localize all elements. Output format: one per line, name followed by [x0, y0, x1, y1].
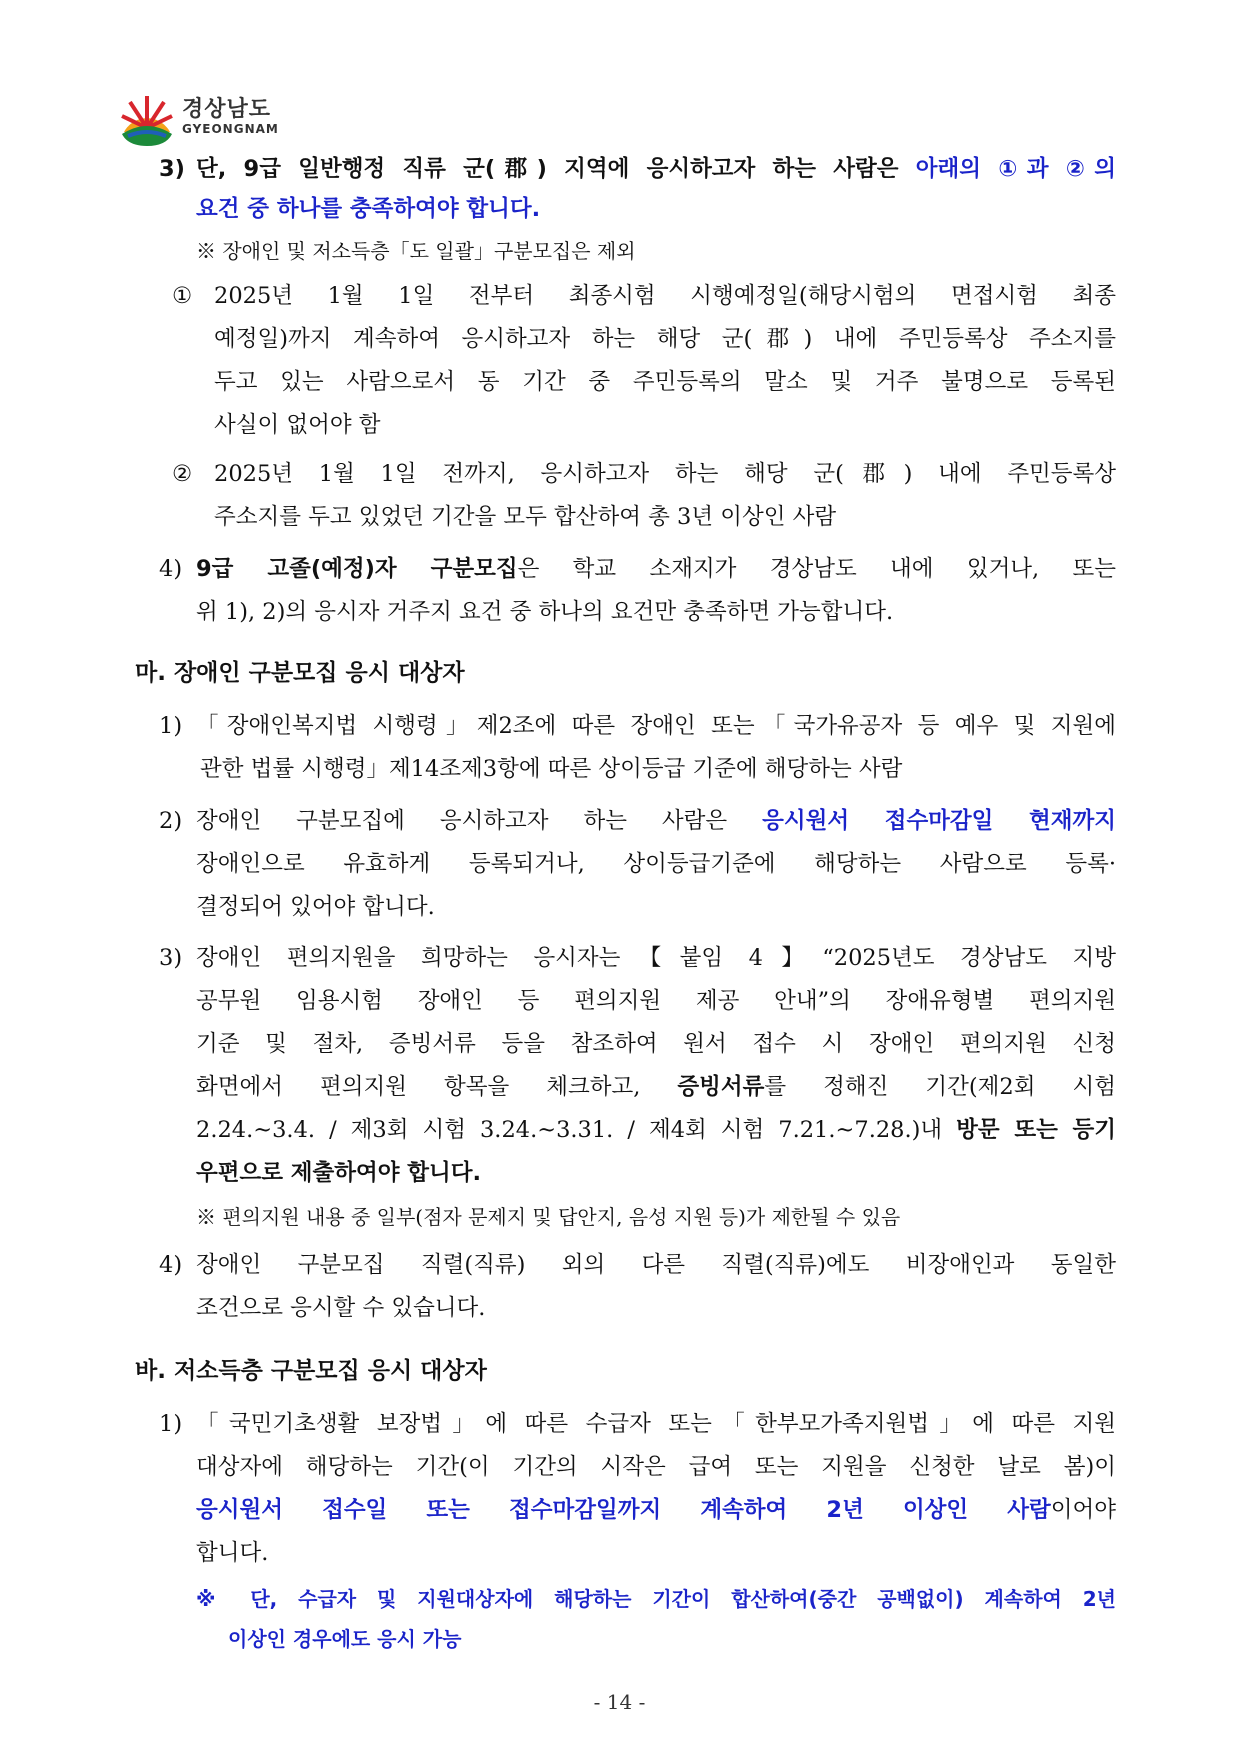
gyeongnam-logo — [118, 88, 288, 148]
item-4-line-2: 위 1), 2)의 응시자 거주지 요건 중 하나의 요건만 충족하면 가능합니다. — [196, 599, 894, 625]
condition-1-mark: ① — [172, 283, 193, 309]
ma-item-3-dates: 2.24.~3.4. / 제3회 시험 3.24.~3.31. / 제4회 시험 7.21.~7.28.)내 — [196, 1117, 957, 1143]
item-3-number: 3) — [159, 156, 185, 182]
item-3-line-2: 요건 중 하나를 충족하여야 합니다. — [196, 196, 541, 222]
condition-2-line-2: 주소지를 두고 있었던 기간을 모두 합산하여 총 3년 이상인 사람 — [214, 504, 837, 530]
ba-note-line-2: 이상인 경우에도 응시 가능 — [228, 1627, 462, 1651]
section-ba-heading: 바. 저소득층 구분모집 응시 대상자 — [135, 1358, 487, 1384]
ma-item-3-line-4 — [196, 1066, 1116, 1109]
ma-item-3-line-6: 우편으로 제출하여야 합니다. — [196, 1160, 482, 1186]
item-3-text: 단, 9급 일반행정 직류 군(郡) 지역에 응시하고자 하는 사람은 — [196, 156, 916, 182]
ma-item-2-highlight: 응시원서 접수마감일 현재까지 — [762, 808, 1116, 834]
ba-item-1-line-1: 「국민기초생활 보장법」에 따른 수급자 또는「한부모가족지원법」에 따른 지원 — [196, 1411, 1116, 1437]
condition-1-line-3: 두고 있는 사람으로서 동 기간 중 주민등록의 말소 및 거주 불명으로 등록된 — [214, 369, 1116, 395]
item-4-bold: 9급 고졸(예정)자 구분모집 — [196, 556, 518, 582]
ma-item-1-number: 1) — [159, 713, 183, 739]
ba-item-1-line-4: 합니다. — [196, 1540, 269, 1566]
logo-text-english: GYEONGNAM — [182, 122, 279, 136]
gyeongnam-emblem-icon — [118, 88, 176, 146]
item-3-line-1 — [196, 148, 1116, 191]
ma-item-2-text: 장애인 구분모집에 응시하고자 하는 사람은 — [196, 808, 763, 834]
condition-1-line-1: 2025년 1월 1일 전부터 최종시험 시행예정일(해당시험의 면접시험 최종 — [214, 283, 1116, 309]
ba-item-1-number: 1) — [159, 1411, 183, 1437]
ma-item-3-number: 3) — [159, 945, 183, 971]
ma-item-3-bold-documents: 증빙서류 — [677, 1074, 765, 1100]
item-3-highlight: 아래의 ①과 ②의 — [915, 156, 1116, 182]
ma-item-3-line-2: 공무원 임용시험 장애인 등 편의지원 제공 안내”의 장애유형별 편의지원 — [196, 988, 1116, 1014]
ma-item-4-line-1: 장애인 구분모집 직렬(직류) 외의 다른 직렬(직류)에도 비장애인과 동일한 — [196, 1252, 1116, 1278]
ma-item-3-text-c: 를 정해진 기간(제2회 시험 — [764, 1074, 1116, 1100]
item-4-number: 4) — [159, 556, 183, 582]
condition-1-line-4: 사실이 없어야 함 — [214, 412, 381, 438]
ma-item-3-text-a: 화면에서 편의지원 항목을 체크하고, — [196, 1074, 678, 1100]
condition-2-line-1: 2025년 1월 1일 전까지, 응시하고자 하는 해당 군(郡) 내에 주민등록상 — [214, 461, 1116, 487]
ma-item-3-line-1: 장애인 편의지원을 희망하는 응시자는【붙임 4】“2025년도 경상남도 지방 — [196, 945, 1116, 971]
section-ma-heading: 마. 장애인 구분모집 응시 대상자 — [135, 660, 465, 686]
ma-item-3-note: ※ 편의지원 내용 중 일부(점자 문제지 및 답안지, 음성 지원 등)가 제한될 수 있음 — [196, 1205, 901, 1229]
item-4-line-1 — [196, 548, 1116, 591]
ma-item-4-number: 4) — [159, 1252, 183, 1278]
item-3-note: ※ 장애인 및 저소득층「도 일괄」구분모집은 제외 — [196, 239, 636, 263]
ma-item-4-line-2: 조건으로 응시할 수 있습니다. — [196, 1295, 486, 1321]
ma-item-2-line-3: 결정되어 있어야 합니다. — [196, 894, 435, 920]
ma-item-3-line-3: 기준 및 절차, 증빙서류 등을 참조하여 원서 접수 시 장애인 편의지원 신청 — [196, 1031, 1116, 1057]
logo-text-korean: 경상남도 — [182, 97, 272, 122]
ma-item-1-line-2: 관한 법률 시행령」제14조제3항에 따른 상이등급 기준에 해당하는 사람 — [200, 756, 903, 782]
ba-item-1-text: 이어야 — [1050, 1497, 1116, 1523]
item-4-text: 은 학교 소재지가 경상남도 내에 있거나, 또는 — [517, 556, 1116, 582]
ba-item-1-highlight: 응시원서 접수일 또는 접수마감일까지 계속하여 2년 이상인 사람 — [196, 1497, 1051, 1523]
ma-item-3-bold-visit: 방문 또는 등기 — [956, 1117, 1116, 1143]
ba-item-1-line-3 — [196, 1489, 1116, 1532]
ma-item-2-line-2: 장애인으로 유효하게 등록되거나, 상이등급기준에 해당하는 사람으로 등록· — [196, 851, 1116, 877]
condition-2-mark: ② — [172, 461, 193, 487]
ma-item-1-line-1: 「장애인복지법 시행령」제2조에 따른 장애인 또는「국가유공자 등 예우 및 지원에 — [196, 713, 1116, 739]
ba-item-1-line-2: 대상자에 해당하는 기간(이 기간의 시작은 급여 또는 지원을 신청한 날로 봄)이 — [196, 1454, 1116, 1480]
condition-1-line-2: 예정일)까지 계속하여 응시하고자 하는 해당 군(郡) 내에 주민등록상 주소지를 — [214, 326, 1116, 352]
page-number: - 14 - — [593, 1690, 646, 1714]
ma-item-2-number: 2) — [159, 808, 183, 834]
ba-note-line-1: ※ 단, 수급자 및 지원대상자에 해당하는 기간이 합산하여(중간 공백없이) 계속하여 2년 — [196, 1587, 1116, 1611]
ma-item-2-line-1 — [196, 800, 1116, 843]
ma-item-3-line-5 — [196, 1109, 1116, 1152]
